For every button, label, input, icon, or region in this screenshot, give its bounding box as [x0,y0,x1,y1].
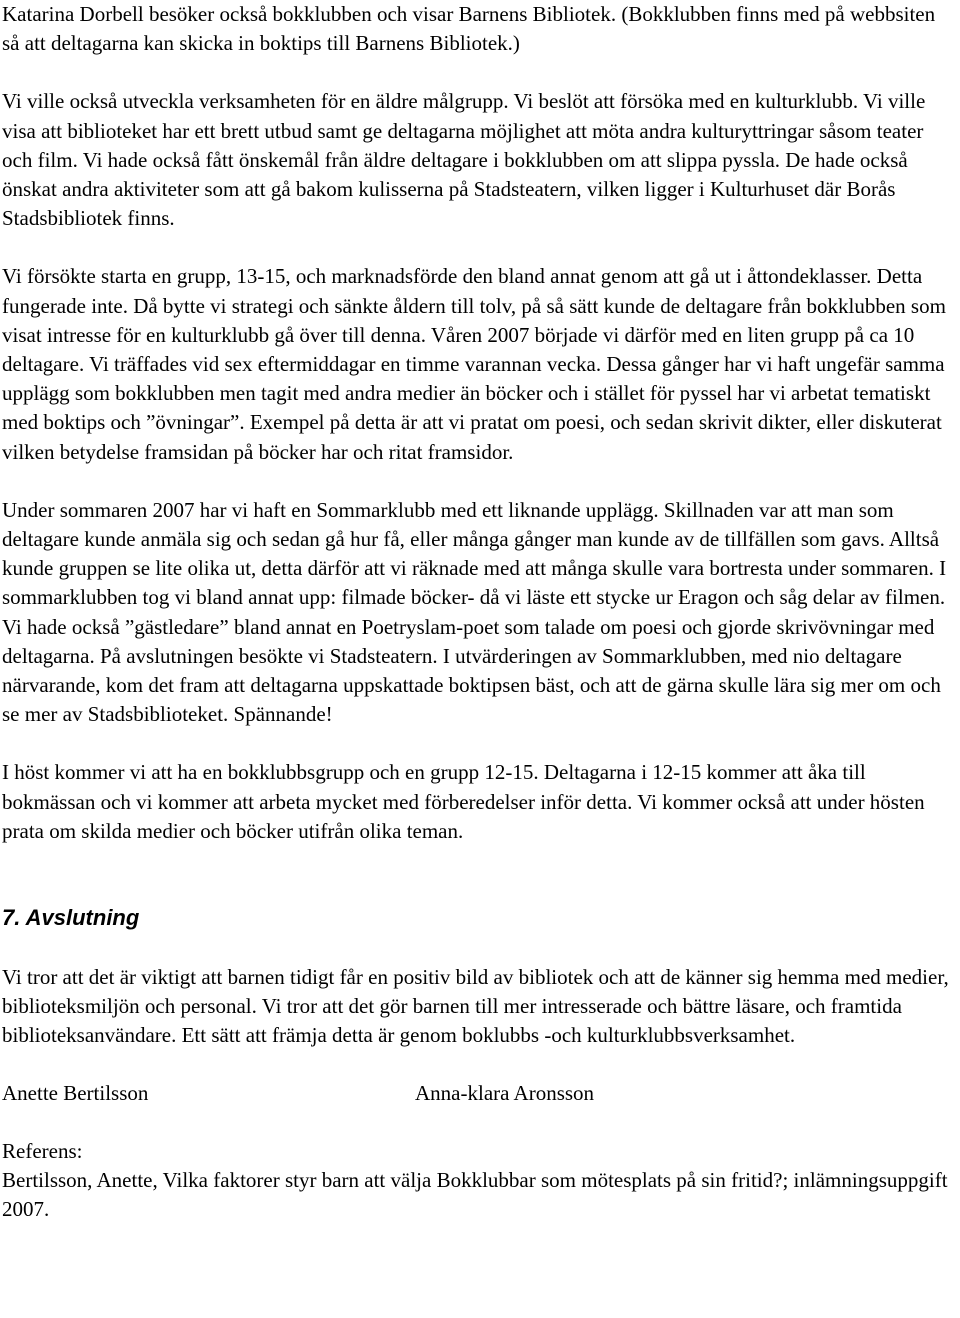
references-block [2,1137,954,1225]
references-label: Referens: [2,1138,83,1163]
paragraph-sommarklubb: Under sommaren 2007 har vi haft en Sommarklubb med ett liknande upplägg. Skillnaden var att man som deltagare kunde anmäla sig och sedan gå hur få, eller många gånger man kunde av de tillfällen som gavs. Alltså kunde gruppen se lite olika ut, detta därför att vi räknade med att många skulle vara bortresta under sommaren. I sommarklubben tog vi bland annat upp: filmade böcker- då vi läste ett stycke ur Eragon och såg delar av filmen. Vi hade också ”gästledare” bland annat en Poetryslam-poet som talade om poesi och gjorde skrivövningar med deltagarna. På avslutningen besökte vi Stadsteatern. I utvärderingen av Sommarklubben, med nio deltagare närvarande, kom det fram att deltagarna uppskattade boktipsen bäst, och att de gärna skulle lära sig mer om och se mer av Stadsbiblioteket. Spännande! [2,497,947,727]
signature-author-2: Anna-klara Aronsson [415,1080,595,1105]
section-heading-avslutning: 7. Avslutning [2,905,140,931]
paragraph-group-attempt: Vi försökte starta en grupp, 13-15, och marknadsförde den bland annat genom att gå ut i åttondeklasser. Detta fungerade inte. Då bytte vi strategi och sänkte åldern till tolv, på så sätt kunde de deltagare från bokklubben som visat intresse för en kulturklubb gå över till denna. Våren 2007 började vi därför med en liten grupp på ca 10 deltagare. Vi träffades vid sex eftermiddagar en timme varannan vecka. Dessa gånger har vi haft ungefär samma upplägg som bokklubben men tagit med andra medier än böcker och i stället för pyssel har vi arbetat tematiskt med boktips och ”övningar”. Exempel på detta är att vi pratat om poesi, och sedan skrivit dikter, eller diskuterat vilken betydelse framsidan på böcker har och ritat framsidor. [2,264,946,464]
paragraph-conclusion: Vi tror att det är viktigt att barnen tidigt får en positiv bild av bibliotek och att de känner sig hemma med medier, biblioteksmiljön och personal. Vi tror att det gör barnen till mer intresserade och bättre läsare, och framtida biblioteksanvändare. Ett sätt att främja detta är genom boklubbs -och kulturklubbsverksamhet. [2,965,949,1048]
paragraph-bokklubb-visit: Katarina Dorbell besöker också bokklubben och visar Barnens Bibliotek. (Bokklubben finns med på webbsiten så att deltagarna kan skicka in boktips till Barnens Bibliotek.) [2,2,936,56]
paragraph-kulturklubb-intro: Vi ville också utveckla verksamheten för en äldre målgrupp. Vi beslöt att försöka med en kulturklubb. Vi ville visa att biblioteket har ett brett utbud samt ge deltagarna möjlighet att möta andra kulturyttringar såsom teater och film. Vi hade också fått önskemål från äldre deltagare i bokklubben om att slippa pyssla. De hade också önskat andra aktiviteter som att gå bakom kulisserna på Stadsteatern, vilken ligger i Kulturhuset där Borås Stadsbibliotek finns. [2,89,926,231]
signature-author-1: Anette Bertilsson [2,1080,149,1105]
reference-entry: Bertilsson, Anette, Vilka faktorer styr barn att välja Bokklubbar som mötesplats på sin fritid?; inlämningsuppgift 2007. [2,1167,948,1222]
paragraph-autumn-plans: I höst kommer vi att ha en bokklubbsgrupp och en grupp 12-15. Deltagarna i 12-15 kommer att åka till bokmässan och vi kommer att arbeta mycket med förberedelser inför detta. Vi kommer också att under hösten prata om skilda medier och böcker utifrån olika teman. [2,760,925,843]
signature-row [2,1079,954,1108]
